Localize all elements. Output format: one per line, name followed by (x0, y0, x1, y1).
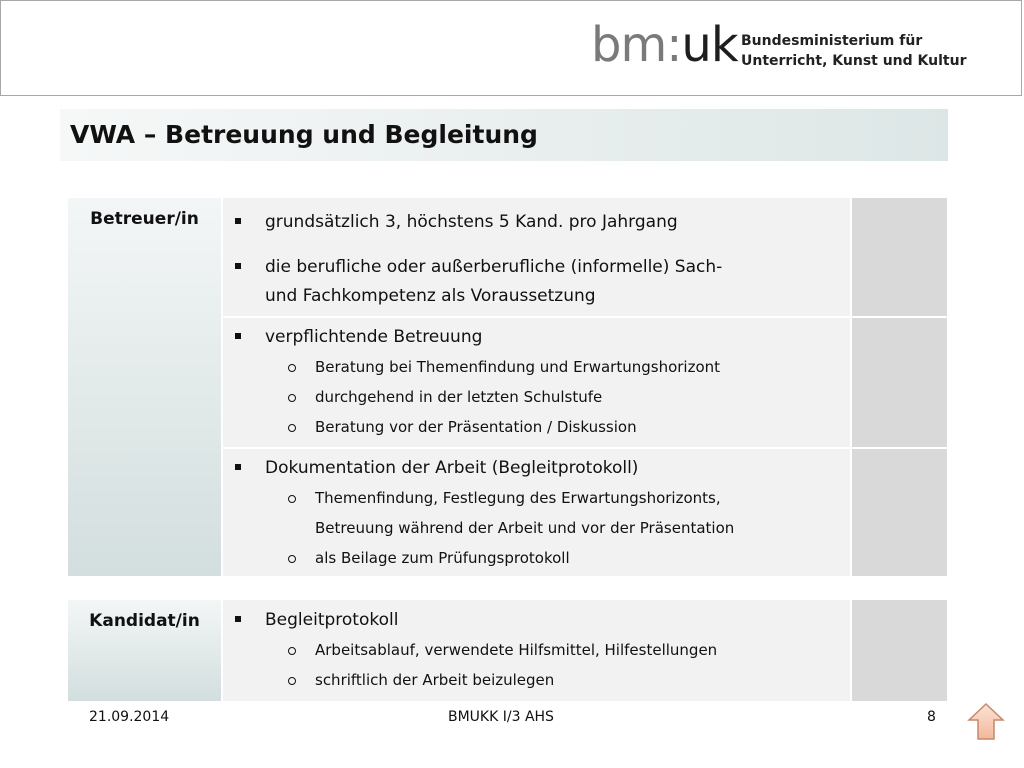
slide-title: VWA – Betreuung und Begleitung (70, 120, 538, 149)
sub-bullet-item: Arbeitsablauf, verwendete Hilfsmittel, Hilfestellungen (233, 635, 843, 665)
content-group-3 (233, 454, 843, 573)
sub-bullet-item: als Beilage zum Prüfungsprotokoll (233, 543, 843, 573)
footer-date: 21.09.2014 (89, 709, 170, 725)
content-group-1 (233, 208, 843, 311)
section-kandidat (68, 600, 947, 701)
side-cell (852, 198, 947, 576)
sub-bullet-item: Beratung bei Themenfindung und Erwartungshorizont (233, 352, 843, 382)
sub-bullet-item: durchgehend in der letzten Schulstufe (233, 382, 843, 412)
header (0, 0, 1022, 96)
row-divider (223, 316, 947, 318)
arrow-up-icon[interactable] (966, 702, 1006, 742)
side-cell (852, 600, 947, 701)
content-group-2 (233, 323, 843, 442)
section-label: Kandidat/in (89, 611, 200, 631)
title-bar (60, 109, 948, 161)
content-group-4 (233, 606, 843, 695)
section-label-cell (68, 198, 221, 576)
bullet-item: verpflichtende Betreuung (233, 323, 843, 352)
bullet-item: Begleitprotokoll (233, 606, 843, 635)
bullet-item: Dokumentation der Arbeit (Begleitprotokoll) (233, 454, 843, 483)
bullet-item: die berufliche oder außerberufliche (informelle) Sach- und Fachkompetenz als Voraussetzung (233, 253, 843, 311)
bullet-item: grundsätzlich 3, höchstens 5 Kand. pro Jahrgang (233, 208, 843, 237)
sub-bullet-item: Themenfindung, Festlegung des Erwartungshorizonts, (233, 483, 843, 513)
page-number: 8 (927, 709, 936, 725)
section-label: Betreuer/in (90, 209, 199, 229)
footer-center-text: BMUKK I/3 AHS (448, 709, 554, 725)
sub-bullet-continuation: Betreuung während der Arbeit und vor der Präsentation (315, 519, 735, 537)
ministry-name: Bundesministerium für Unterricht, Kunst und Kultur (741, 33, 967, 69)
logo-mark: bm:uk (591, 17, 738, 73)
section-label-cell (68, 600, 221, 701)
arrow-up-icon (966, 702, 1006, 742)
sub-bullet-item: schriftlich der Arbeit beizulegen (233, 665, 843, 695)
section-betreuer (68, 198, 947, 576)
row-divider (223, 447, 947, 449)
sub-bullet-item: Beratung vor der Präsentation / Diskussion (233, 412, 843, 442)
